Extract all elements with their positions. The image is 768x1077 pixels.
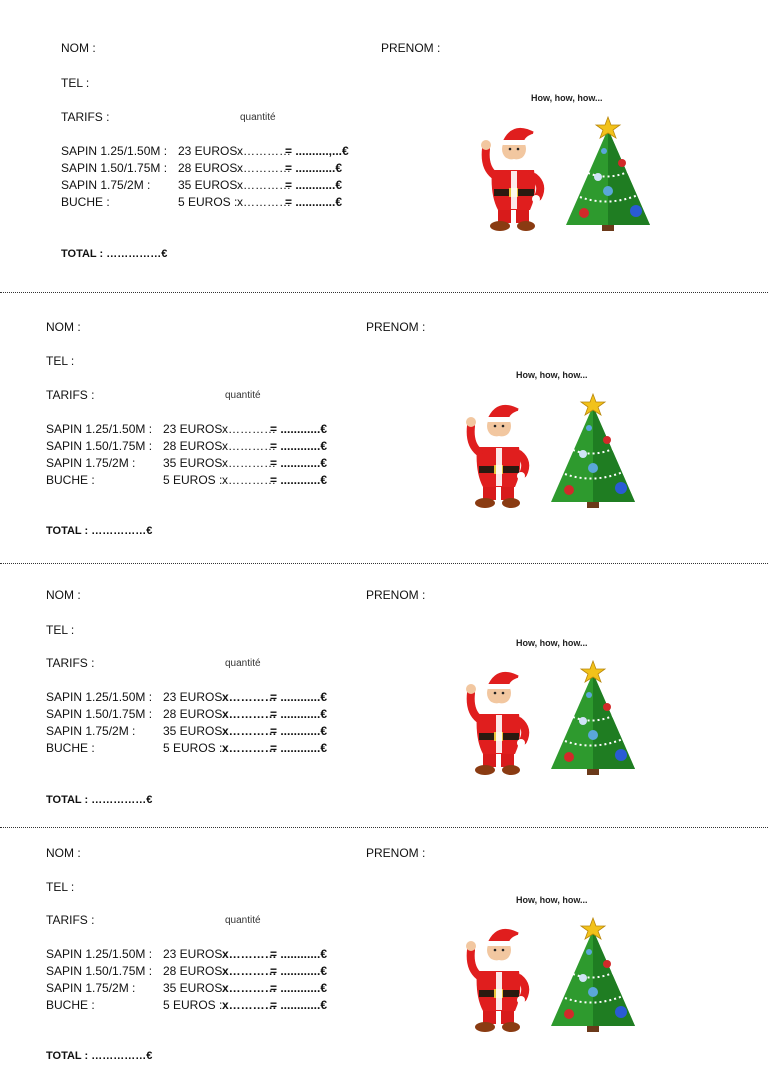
santa-icon [466,405,526,508]
item-label: SAPIN 1.25/1.50M : [46,422,153,436]
result-field[interactable]: = ............€ [270,456,328,470]
quantity-field[interactable]: x………… [222,947,277,961]
how-caption: How, how, how... [516,638,588,648]
prenom-label: PRENOM : [366,588,426,602]
quantity-field[interactable]: x………… [222,981,277,995]
price-label: 5 EUROS : [163,473,223,487]
quantity-field[interactable]: x………… [237,144,291,158]
quantity-field[interactable]: x………… [222,473,276,487]
item-label: SAPIN 1.75/2M : [46,724,136,738]
result-field[interactable]: = ............€ [285,195,343,209]
prenom-label: PRENOM : [366,320,426,334]
tel-label: TEL : [46,623,75,637]
item-label: SAPIN 1.25/1.50M : [46,947,153,961]
price-row [46,723,327,740]
christmas-illustration [465,916,655,1041]
nom-label: NOM : [46,320,81,334]
cut-line [0,827,768,828]
quantite-label: quantité [225,915,261,926]
price-row [46,706,327,723]
price-row [46,740,327,757]
tarifs-label: TARIFS : [46,388,95,402]
quantity-field[interactable]: x………… [222,456,276,470]
price-label: 35 EUROS [178,178,238,192]
quantite-label: quantité [240,112,276,123]
result-field[interactable]: = ............€ [270,964,328,978]
result-field[interactable]: = ............€ [270,981,328,995]
item-label: SAPIN 1.75/2M : [46,456,136,470]
result-field[interactable]: = ............€ [270,741,328,755]
tel-label: TEL : [61,76,90,90]
total-field[interactable]: TOTAL : ……………€ [46,794,153,806]
prenom-label: PRENOM : [381,41,441,55]
cut-line [0,292,768,293]
price-label: 5 EUROS : [178,195,238,209]
result-field[interactable]: = ............€ [270,707,328,721]
quantity-field[interactable]: x………… [222,439,276,453]
price-label: 5 EUROS : [163,998,223,1012]
quantity-field[interactable]: x………… [222,998,277,1012]
santa-icon [466,672,526,775]
price-label: 23 EUROS [163,947,223,961]
quantity-field[interactable]: x………… [222,964,277,978]
christmas-tree-icon [551,661,635,775]
item-label: BUCHE : [46,741,95,755]
item-label: SAPIN 1.50/1.75M : [46,707,153,721]
result-field[interactable]: = ............€ [270,998,328,1012]
christmas-illustration [465,392,655,517]
price-row [46,689,327,706]
quantite-label: quantité [225,658,261,669]
total-field[interactable]: TOTAL : ……………€ [46,1050,153,1062]
result-field[interactable]: = ..........,...€ [285,144,349,158]
price-label: 28 EUROS [163,707,223,721]
price-label: 5 EUROS : [163,741,223,755]
item-label: BUCHE : [46,998,95,1012]
price-label: 28 EUROS [163,439,223,453]
price-row [46,472,327,489]
item-label: SAPIN 1.50/1.75M : [46,439,153,453]
item-label: SAPIN 1.75/2M : [61,178,151,192]
quantite-label: quantité [225,390,261,401]
tarifs-label: TARIFS : [61,110,110,124]
result-field[interactable]: = ............€ [285,161,343,175]
price-row [46,421,327,438]
price-row [46,455,327,472]
christmas-illustration [465,659,655,784]
result-field[interactable]: = ............€ [270,422,328,436]
item-label: SAPIN 1.25/1.50M : [61,144,168,158]
item-label: SAPIN 1.75/2M : [46,981,136,995]
tarifs-label: TARIFS : [46,656,95,670]
prenom-label: PRENOM : [366,846,426,860]
total-field[interactable]: TOTAL : ……………€ [61,248,168,260]
result-field[interactable]: = ............€ [270,724,328,738]
price-label: 28 EUROS [163,964,223,978]
santa-icon [466,929,526,1032]
tel-label: TEL : [46,354,75,368]
price-label: 23 EUROS [163,422,223,436]
result-field[interactable]: = ............€ [285,178,343,192]
item-label: SAPIN 1.25/1.50M : [46,690,153,704]
nom-label: NOM : [46,846,81,860]
christmas-tree-icon [551,918,635,1032]
how-caption: How, how, how... [516,370,588,380]
result-field[interactable]: = ............€ [270,690,328,704]
quantity-field[interactable]: x………… [237,195,291,209]
cut-line [0,563,768,564]
price-row [46,946,327,963]
quantity-field[interactable]: x………… [237,161,291,175]
price-label: 35 EUROS [163,456,223,470]
item-label: BUCHE : [46,473,95,487]
item-label: BUCHE : [61,195,110,209]
price-row [46,963,327,980]
item-label: SAPIN 1.50/1.75M : [61,161,168,175]
price-label: 28 EUROS [178,161,238,175]
result-field[interactable]: = ............€ [270,947,328,961]
price-label: 35 EUROS [163,724,223,738]
quantity-field[interactable]: x………… [222,741,277,755]
total-field[interactable]: TOTAL : ……………€ [46,525,153,537]
nom-label: NOM : [61,41,96,55]
quantity-field[interactable]: x………… [222,690,277,704]
price-row [46,980,327,997]
price-row [46,997,327,1014]
result-field[interactable]: = ............€ [270,473,328,487]
price-label: 23 EUROS [163,690,223,704]
tel-label: TEL : [46,880,75,894]
price-row [46,438,327,455]
how-caption: How, how, how... [531,93,603,103]
christmas-tree-icon [551,394,635,508]
price-label: 35 EUROS [163,981,223,995]
tarifs-label: TARIFS : [46,913,95,927]
quantity-field[interactable]: x………… [222,422,276,436]
item-label: SAPIN 1.50/1.75M : [46,964,153,978]
result-field[interactable]: = ............€ [270,439,328,453]
how-caption: How, how, how... [516,895,588,905]
quantity-field[interactable]: x………… [237,178,291,192]
nom-label: NOM : [46,588,81,602]
quantity-field[interactable]: x………… [222,724,277,738]
price-label: 23 EUROS [178,144,238,158]
quantity-field[interactable]: x………… [222,707,277,721]
